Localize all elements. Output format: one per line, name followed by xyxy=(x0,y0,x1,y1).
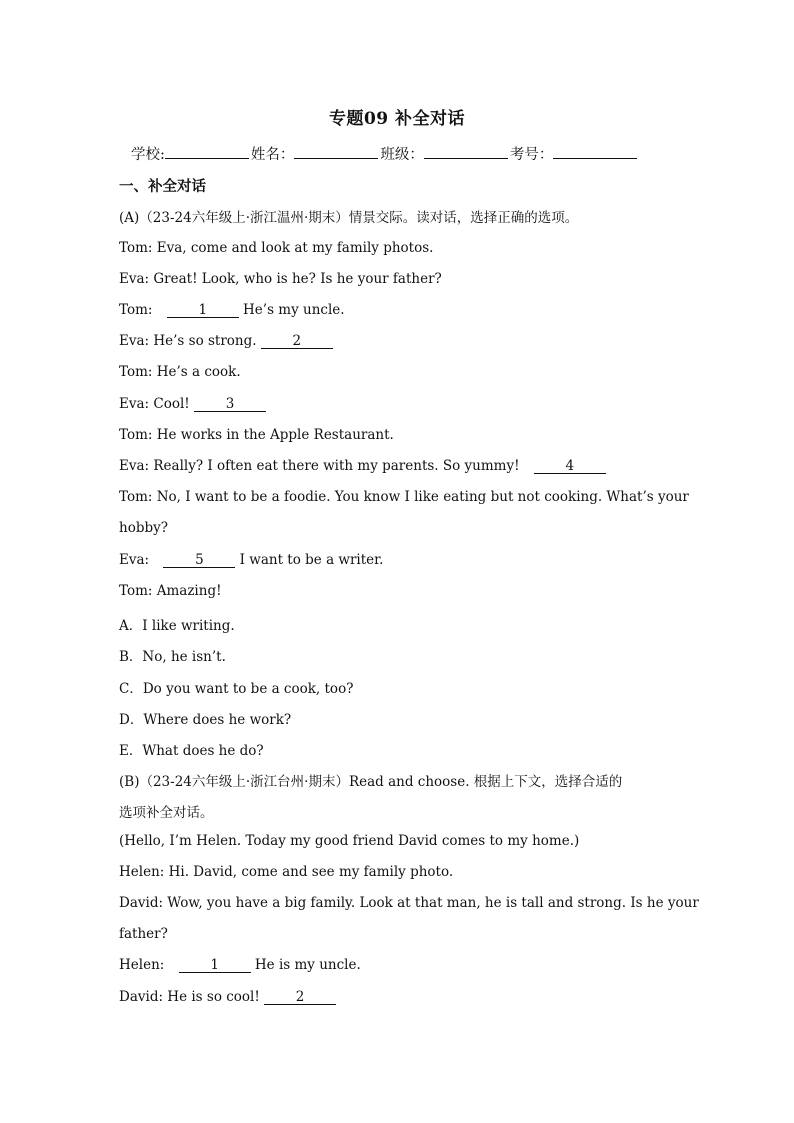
answer-blank-2[interactable]: 2 xyxy=(261,334,333,349)
dialogue-line: Tom: Eva, come and look at my family photos. xyxy=(119,240,434,256)
dialogue-line: Eva: Cool! 3 xyxy=(119,396,266,412)
option-b: B．No, he isn’t. xyxy=(119,649,226,665)
dialogue-line: Helen: 1 He is my uncle. xyxy=(119,957,361,973)
part-b-heading-cont: 选项补全对话。 xyxy=(119,805,214,821)
exam-no-label: 考号： xyxy=(509,147,554,163)
answer-blank-5[interactable]: 5 xyxy=(163,553,235,568)
answer-blank-b1[interactable]: 1 xyxy=(179,958,251,973)
dialogue-line: Eva: He’s so strong. 2 xyxy=(119,333,333,349)
option-c: C．Do you want to be a cook, too? xyxy=(119,681,354,697)
section-heading: 一、补全对话 xyxy=(119,178,206,195)
student-info-row xyxy=(131,143,639,164)
dialogue-line: David: He is so cool! 2 xyxy=(119,989,336,1005)
dialogue-line: Tom: No, I want to be a foodie. You know I like eating but not cooking. What’s your xyxy=(119,489,689,505)
page-title: 专题09 补全对话 xyxy=(328,109,466,129)
dialogue-line: Eva: Really? I often eat there with my parents. So yummy! 4 xyxy=(119,458,606,474)
dialogue-line: Tom: Amazing! xyxy=(119,583,222,599)
option-a: A．I like writing. xyxy=(119,618,235,634)
school-label: 学校: xyxy=(131,147,165,163)
class-label: 班级： xyxy=(380,147,424,163)
option-d: D．Where does he work? xyxy=(119,712,292,728)
dialogue-line: Eva: 5 I want to be a writer. xyxy=(119,552,384,568)
answer-blank-4[interactable]: 4 xyxy=(534,459,606,474)
answer-blank-3[interactable]: 3 xyxy=(194,397,266,412)
dialogue-line: Eva: Great! Look, who is he? Is he your father? xyxy=(119,271,442,287)
answer-blank-1[interactable]: 1 xyxy=(167,303,239,318)
dialogue-line: Tom: 1 He’s my uncle. xyxy=(119,302,345,318)
option-e: E．What does he do? xyxy=(119,743,264,759)
answer-blank-b2[interactable]: 2 xyxy=(264,990,336,1005)
dialogue-line: Tom: He works in the Apple Restaurant. xyxy=(119,427,394,443)
part-a-heading: (A)（23-24六年级上·浙江温州·期末）情景交际。读对话，选择正确的选项。 xyxy=(119,210,579,226)
school-blank[interactable] xyxy=(165,144,249,159)
dialogue-line: Helen: Hi. David, come and see my family photo. xyxy=(119,864,454,880)
dialogue-line: Tom: He’s a cook. xyxy=(119,364,241,380)
dialogue-line: David: Wow, you have a big family. Look at that man, he is tall and strong. Is he your xyxy=(119,895,699,911)
exam-no-blank[interactable] xyxy=(553,144,637,159)
class-blank[interactable] xyxy=(424,144,508,159)
dialogue-line: (Hello, I’m Helen. Today my good friend David comes to my home.) xyxy=(119,833,580,849)
part-b-heading: (B)（23-24六年级上·浙江台州·期末）Read and choose. 根据上下文，选择合适的 xyxy=(119,774,623,790)
name-blank[interactable] xyxy=(294,144,378,159)
dialogue-line: hobby? xyxy=(119,520,168,536)
name-label: 姓名： xyxy=(250,147,295,163)
dialogue-line: father? xyxy=(119,926,168,942)
